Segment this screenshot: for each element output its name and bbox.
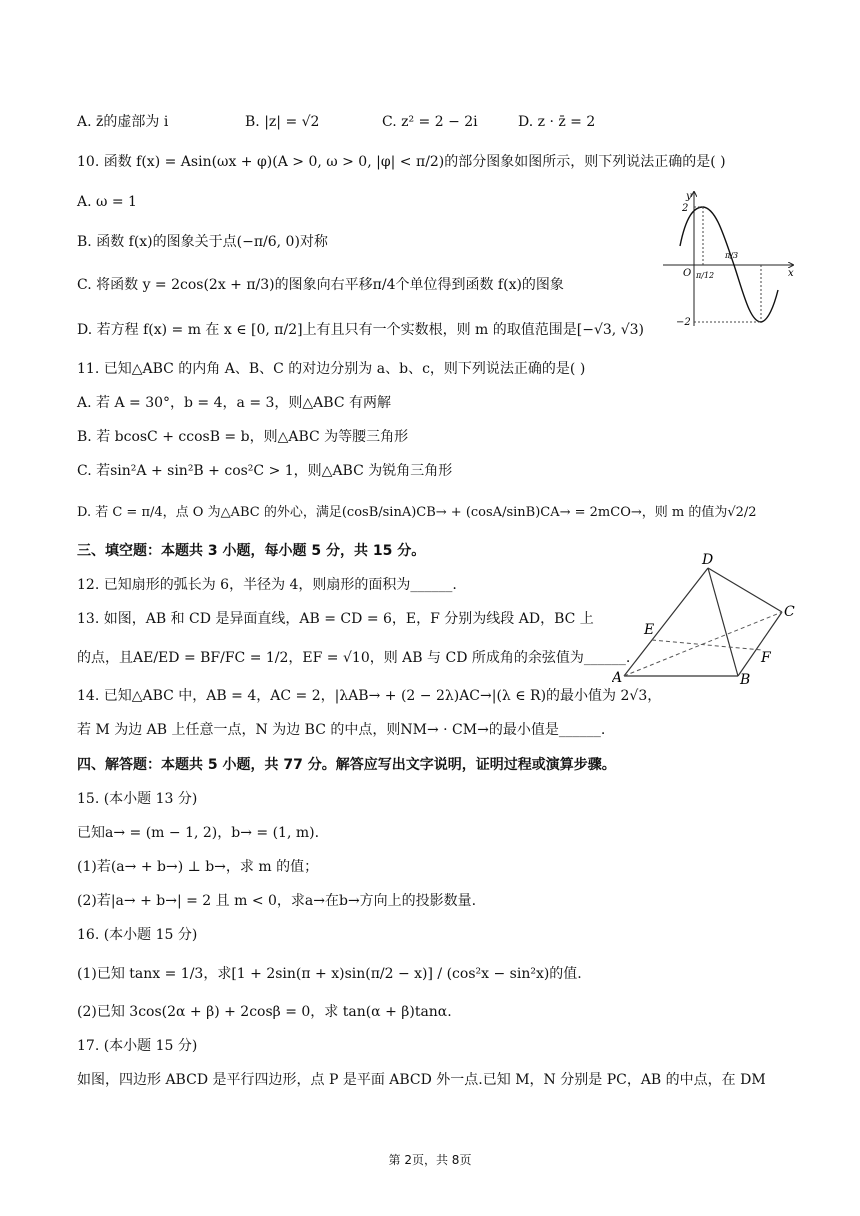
q11-option-c: C. 若sin²A + sin²B + cos²C > 1，则△ABC 为锐角三角形 [77,463,453,479]
q13-line2: 的点，且AE/ED = BF/FC = 1/2，EF = √10，则 AB 与 CD 所成角的余弦值为______. [77,650,631,666]
graph-y-bottom: −2 [676,317,691,328]
q15-heading: 15. (本小题 13 分) [77,791,198,807]
pyramid-label-e: E [644,622,655,638]
q16-heading: 16. (本小题 15 分) [77,927,198,943]
q9-option-a: A. z̄的虚部为 i [77,114,169,130]
q17-heading: 17. (本小题 15 分) [77,1038,198,1054]
q11-option-a: A. 若 A = 30°，b = 4，a = 3，则△ABC 有两解 [77,395,391,411]
q14-line1: 14. 已知△ABC 中，AB = 4，AC = 2，|λAB→ + (2 − 2λ)AC→|(λ ∈ R)的最小值为 2√3， [77,688,662,704]
pyramid-label-b: B [740,672,751,688]
q10-option-c: C. 将函数 y = 2cos(2x + π/3)的图象向右平移π/4个单位得到函数 f(x)的图象 [77,277,564,293]
q10-option-b: B. 函数 f(x)的图象关于点(−π/6, 0)对称 [77,234,328,250]
graph-tick-pi3: π/3 [725,251,739,260]
pyramid-figure [612,548,804,688]
page-footer: 第 2页，共 8页 [388,1153,472,1167]
q15-part2: (2)若|a→ + b→| = 2 且 m < 0，求a→在b→方向上的投影数量. [77,893,477,909]
q16-part1: (1)已知 tanx = 1/3，求[1 + 2sin(π + x)sin(π/2 − x)] / (cos²x − sin²x)的值. [77,966,582,982]
q10-stem: 10. 函数 f(x) = Asin(ωx + φ)(A > 0, ω > 0, |φ| < π/2)的部分图象如图所示，则下列说法正确的是( ) [77,154,726,170]
section-3-heading: 三、填空题：本题共 3 小题，每小题 5 分，共 15 分。 [77,543,426,559]
graph-origin-label: O [683,268,692,279]
q15-part1: (1)若(a→ + b→) ⊥ b→，求 m 的值； [77,859,319,875]
pyramid-label-f: F [761,650,771,666]
graph-y-top: 2 [682,203,689,214]
q12-text: 12. 已知扇形的弧长为 6，半径为 4，则扇形的面积为______. [77,577,457,593]
graph-tick-pi12: π/12 [696,271,715,280]
q16-part2: (2)已知 3cos(2α + β) + 2cosβ = 0，求 tan(α + β)tanα. [77,1004,452,1020]
q11-option-b: B. 若 bcosC + ccosB = b，则△ABC 为等腰三角形 [77,429,409,445]
graph-y-label: y [686,191,692,202]
q14-line2: 若 M 为边 AB 上任意一点，N 为边 BC 的中点，则NM→ · CM→的最小值是______. [77,722,606,738]
q9-option-c: C. z² = 2 − 2i [382,114,478,130]
graph-x-label: x [788,268,794,279]
q15-given: 已知a→ = (m − 1, 2)，b→ = (1, m). [77,825,320,841]
sine-graph [658,186,798,336]
q13-line1: 13. 如图，AB 和 CD 是异面直线，AB = CD = 6，E，F 分别为线段 AD，BC 上 [77,611,594,627]
q10-option-a: A. ω = 1 [77,194,137,210]
section-4-heading: 四、解答题：本题共 5 小题，共 77 分。解答应写出文字说明，证明过程或演算步骤。 [77,757,616,773]
q11-stem: 11. 已知△ABC 的内角 A、B、C 的对边分别为 a、b、c，则下列说法正确的是( ) [77,361,586,377]
q9-option-b: B. |z| = √2 [245,114,320,130]
q10-option-d: D. 若方程 f(x) = m 在 x ∈ [0, π/2]上有且只有一个实数根，则 m 的取值范围是[−√3, √3) [77,322,644,338]
pyramid-label-d: D [702,552,714,568]
q9-option-d: D. z · z̄ = 2 [518,114,596,130]
q17-text: 如图，四边形 ABCD 是平行四边形，点 P 是平面 ABCD 外一点.已知 M，N 分别是 PC，AB 的中点，在 DM [77,1072,766,1088]
pyramid-label-c: C [784,604,795,620]
q11-option-d: D. 若 C = π/4，点 O 为△ABC 的外心，满足(cosB/sinA)CB→ + (cosA/sinB)CA→ = 2mCO→，则 m 的值为√2/2 [77,505,757,520]
pyramid-label-a: A [612,670,623,686]
